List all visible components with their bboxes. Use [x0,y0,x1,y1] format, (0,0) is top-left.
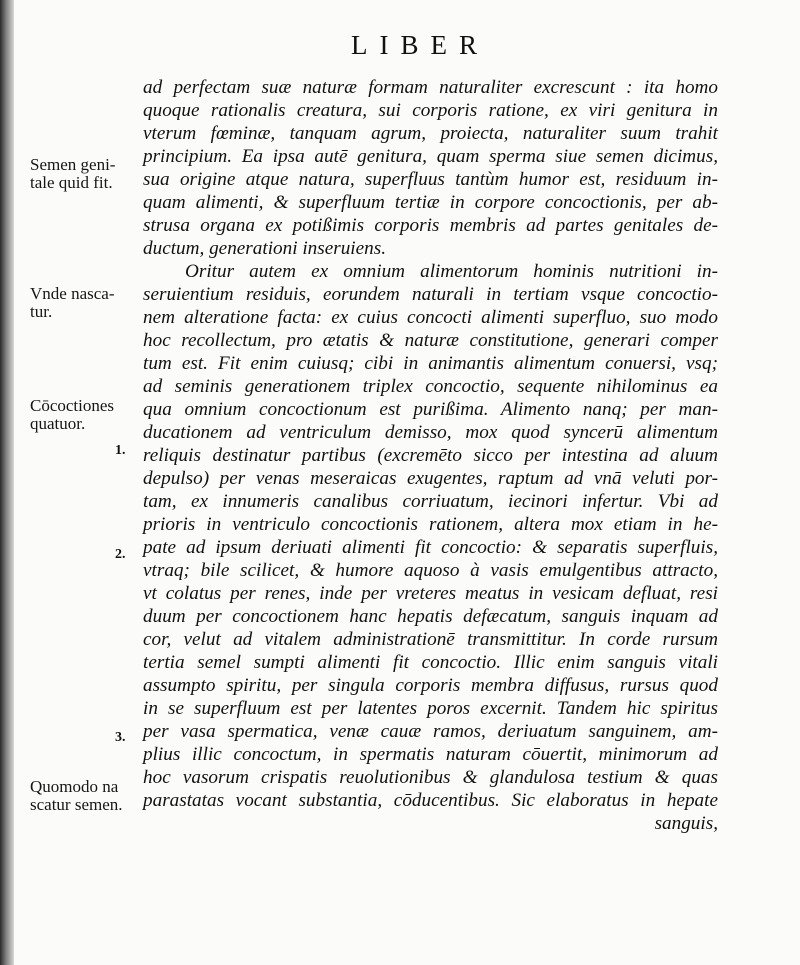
text-line: cor, velut ad vitalem administrationē transmittitur. In corde rursum [143,629,718,650]
body-text [143,76,718,835]
text-line: pate ad ipsum deriuati alimenti fit concoctio: & separatis superfluis, [143,537,718,558]
text-line: tum est. Fit enim cuiusq; cibi in animantis alimentum conuersi, vsq; [143,353,718,374]
text-line: ductum, generationi inseruiens. [143,238,387,259]
text-line: hoc vasorum crispatis reuolutionibus & glandulosa testium & quas [143,767,718,788]
margin-number: 1. [115,443,126,458]
margin-number: 3. [115,730,126,745]
text-line: quam alimenti, & superfluum tertiæ in corpore concoctionis, per ab- [143,192,718,213]
text-line: per vasa spermatica, venæ cauæ ramos, deriuatum sanguinem, am- [143,721,718,742]
text-line: duum per concoctionem hanc hepatis defæcatum, sanguis inquam ad [143,606,718,627]
text-line: assumpto spiritu, per singula corporis membra diffusus, rursus quod [143,675,718,696]
text-line: nem alteratione facta: ex cuius concocti alimenti superfluo, suo modo [143,307,718,328]
text-line: ducationem ad ventriculum demisso, mox quod syncerū alimentum [143,422,718,443]
text-line: seruientium residuis, eorundem naturali in tertiam vsque concoctio- [143,284,718,305]
margin-number: 2. [115,547,126,562]
text-line: parastatas vocant substantia, cōducentibus. Sic elaboratus in hepate [143,790,718,811]
running-head: LIBER [351,30,489,60]
text-line: sua origine atque natura, superfluus tantùm humor est, residuum in- [143,169,718,190]
text-line: quoque rationalis creatura, sui corporis ratione, ex viri genitura in [143,100,718,121]
text-line: qua omnium concoctionum est purißima. Alimento nanq; per man- [143,399,718,420]
text-line: strusa organa ex potißimis corporis membris ad partes genitales de- [143,215,718,236]
text-line: reliquis destinatur partibus (excremēto sicco per intestina ad aluum [143,445,718,466]
text-line: sanguis, [654,813,718,834]
text-line: hoc recollectum, pro ætatis & naturæ constitutione, generari comper [143,330,718,351]
margin-note: Cōcoctiones quatuor. [30,396,115,433]
text-line: plius illic concoctum, in spermatis naturam cōuertit, minimorum ad [143,744,718,765]
margin-note: Vnde nasca- tur. [30,284,115,321]
gutter-shadow [0,0,14,965]
text-line: tertia semel sumpti alimenti fit concoctio. Illic enim sanguis vitali [143,652,718,673]
text-line: depulso) per venas meseraicas exugentes, raptum ad vnā veluti por- [143,468,718,489]
margin-note: Semen geni- tale quid fit. [30,155,116,192]
text-line: principium. Ea ipsa autē genitura, quam sperma siue semen dicimus, [143,146,718,167]
text-line: ad seminis generationem triplex concoctio, sequente nihilominus ea [143,376,718,397]
margin-note: Quomodo na scatur semen. [30,777,123,814]
text-line: vtraq; bile scilicet, & humore aquoso à vasis emulgentibus attracto, [143,560,718,581]
text-line: tam, ex innumeris canalibus corriuatum, iecinori infertur. Vbi ad [143,491,718,512]
text-line: vterum fœminæ, tanquam agrum, proiecta, naturaliter suum trahit [143,123,718,144]
text-line: vt colatus per renes, inde per vreteres meatus in vesicam defluat, resi [143,583,718,604]
text-line: ad perfectam suæ naturæ formam naturaliter excrescunt : ita homo [143,77,718,98]
text-line: prioris in ventriculo concoctionis rationem, altera mox etiam in he- [143,514,718,535]
text-line: in se superfluum est per latentes poros excernit. Tandem hic spiritus [143,698,718,719]
text-line: Oritur autem ex omnium alimentorum hominis nutritioni in- [185,261,718,282]
